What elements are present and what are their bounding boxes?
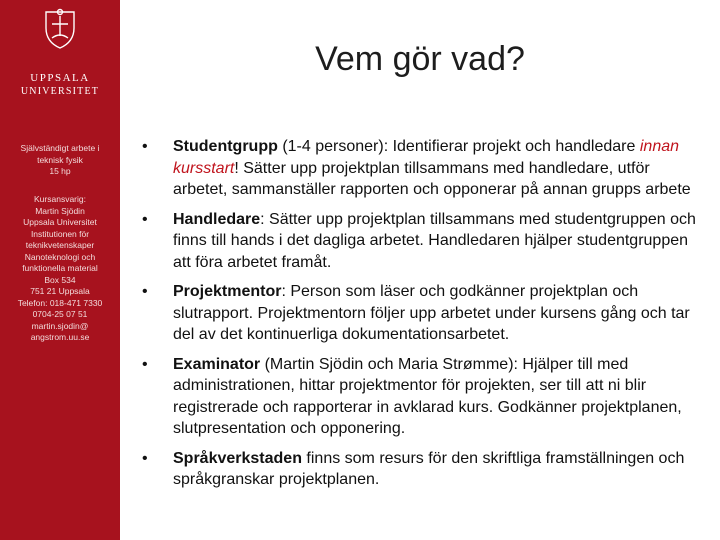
contact-line: funktionella material [22,263,98,273]
course-line: teknisk fysik [37,154,83,165]
course-info [4,143,116,178]
bullet-icon: • [142,210,148,228]
bullet-item-examinator [142,354,702,440]
bullet-item-handledare [142,209,702,274]
bullet-text: (1-4 personer): Identifierar projekt och handledare [277,138,640,155]
sidebar [0,0,120,540]
bullet-term: Studentgrupp [173,138,278,155]
contact-line: 751 21 Uppsala [30,286,90,296]
bullet-item-sprakverkstaden [142,448,702,491]
bullet-term: Handledare [173,210,261,228]
university-seal-icon [44,6,76,50]
course-line: 15 hp [49,166,71,176]
contact-line: Martin Sjödin [35,205,85,216]
bullet-text: (Martin Sjödin och Maria Strømme): Hjälper till med administrationen, hittar projektmentor för projekten, ser till att ni blir registrerade och rapporterar in avklarad kurs. Godkänner projektplanen, slutpresentation och opponering. [173,355,682,437]
contact-line: Institutionen för [30,228,90,239]
bullet-text: : Sätter upp projektplan tillsammans med studentgruppen och finns till hands i det dagliga arbetet. Handledaren hjälper studentgruppen att föra arbetet framåt. [173,210,696,271]
bullet-icon: • [142,138,148,155]
bullet-icon: • [142,355,148,373]
bullet-item-projektmentor [142,281,702,346]
bullet-term: Språkverkstaden [173,449,302,467]
contact-email-line: martin.sjodin@ [31,320,89,331]
slide-title: Vem gör vad? [315,40,525,78]
contact-line: teknikvetenskaper [25,240,95,250]
contact-line: Kursansvarig: [34,194,86,204]
bullet-item-studentgrupp [142,136,702,201]
university-logo [0,0,120,105]
bullet-highlight: innan kursstart [173,138,680,177]
contact-line: Telefon: 018-471 7330 [17,297,103,308]
bullet-text: ! Sätter upp projektplan tillsammans med handledare, utför arbetet, sammanställer rapporten och opponerar på annan grupps arbete [173,159,691,198]
contact-line: Nanoteknologi och [24,251,96,262]
bullet-list [142,136,702,499]
bullet-icon: • [142,283,148,300]
contact-line: Uppsala Universitet [23,217,97,227]
contact-email-line: angstrom.uu.se [30,332,90,342]
bullet-text: finns som resurs för den skriftliga framställningen och språkgranskar projektplanen. [173,449,685,488]
contact-info [4,194,116,344]
bullet-text: : Person som läser och godkänner projektplan och slutrapport. Projektmentorn följer upp arbetet under kursens gång och tar del av det kontinuerliga dokumentationsarbetet. [173,283,690,343]
contact-line: 0704-25 07 51 [32,309,88,319]
logo-line-1: UPPSALA [30,72,90,84]
bullet-term: Examinator [173,355,261,373]
logo-line-2: UNIVERSITET [20,86,100,97]
bullet-icon: • [142,449,148,467]
bullet-term: Projektmentor [173,283,282,300]
course-line: Självständigt arbete i [20,143,100,153]
contact-line: Box 534 [44,274,76,285]
